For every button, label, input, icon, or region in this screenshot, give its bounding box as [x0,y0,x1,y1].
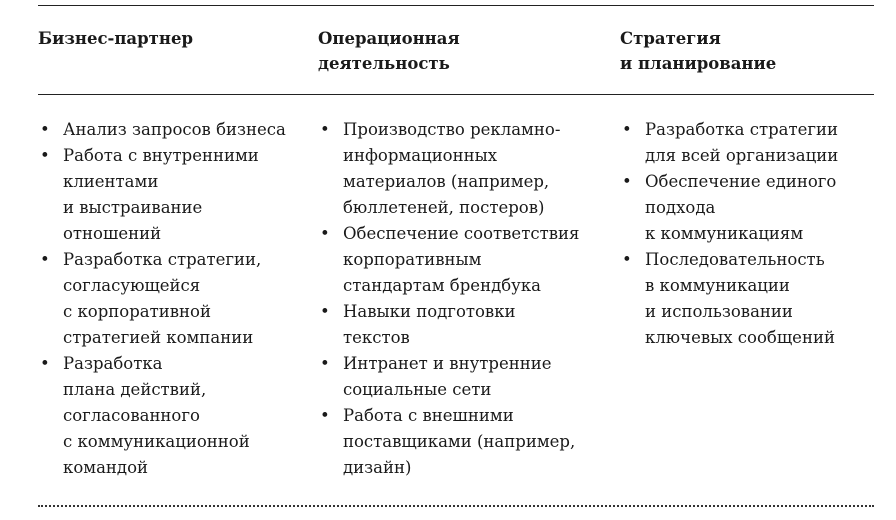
list-item: • Разработка стратегии, согласующейся с корпоративной стратегией компании [38,247,318,351]
column-heading: Стратегия и планирование [620,29,777,73]
list-item: • Работа с внутренними клиентами и выстраивание отношений [38,143,318,247]
list-item: • Обеспечение соответствия корпоративным стандартам брендбука [318,221,618,299]
list-item: • Навыки подготовки текстов [318,299,618,351]
list-item: • Разработка плана действий, согласованного с коммуникационной командой [38,351,318,481]
column-heading: Бизнес-партнер [38,29,193,48]
bottom-dotted-rule [38,505,874,507]
list-item: • Последовательность в коммуникации и использовании ключевых сообщений [620,247,880,351]
bullet-list-business-partner [38,117,318,481]
list-item: • Производство рекламно- информационных материалов (например, бюллетеней, постеров) [318,117,618,221]
column-heading: Операционная деятельность [318,29,460,73]
bullet-list-strategy-planning [620,117,880,351]
list-item: • Анализ запросов бизнеса [38,117,318,143]
header-divider [38,94,874,95]
list-item: • Разработка стратегии для всей организации [620,117,880,169]
top-rule [38,5,874,6]
list-item: • Работа с внешними поставщиками (например, дизайн) [318,403,618,481]
bullet-list-operations [318,117,618,481]
list-item: • Интранет и внутренние социальные сети [318,351,618,403]
list-item: • Обеспечение единого подхода к коммуникациям [620,169,880,247]
